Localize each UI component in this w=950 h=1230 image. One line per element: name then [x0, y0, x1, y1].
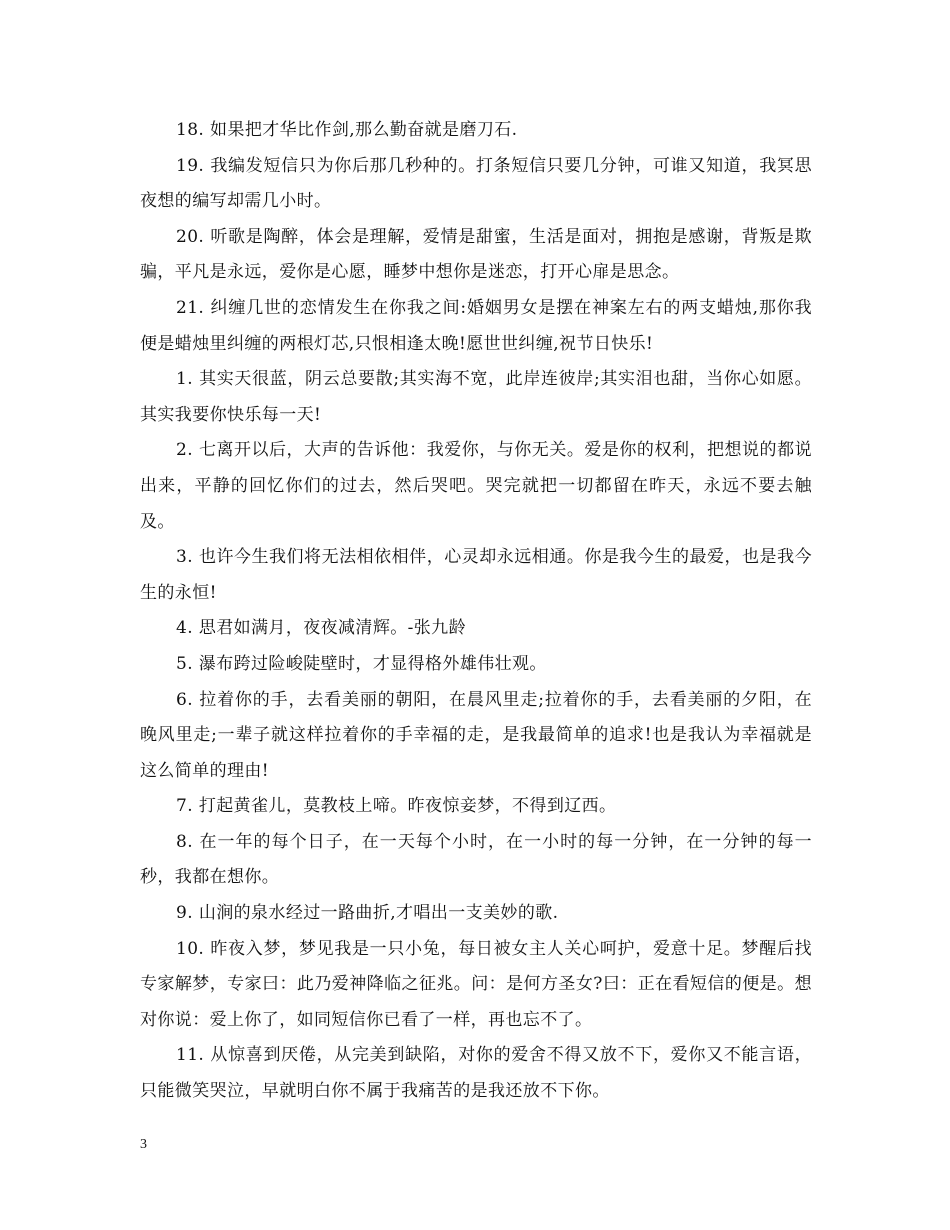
paragraph: 21. 纠缠几世的恋情发生在你我之间:婚姻男女是摆在神案左右的两支蜡烛,那你我便是蜡烛里纠缠的两根灯芯,只恨相逢太晚!愿世世纠缠,祝节日快乐! [140, 297, 812, 354]
paragraph: 2. 七离开以后，大声的告诉他：我爱你，与你无关。爱是你的权利，把想说的都说出来，平静的回忆你们的过去，然后哭吧。哭完就把一切都留在昨天，永远不要去触及。 [140, 440, 812, 532]
paragraph: 6. 拉着你的手，去看美丽的朝阳，在晨风里走;拉着你的手，去看美丽的夕阳，在晚风里走;一辈子就这样拉着你的手幸福的走，是我最简单的追求!也是我认为幸福就是这么简单的理由! [140, 689, 812, 781]
paragraph: 11. 从惊喜到厌倦，从完美到缺陷，对你的爱舍不得又放不下，爱你又不能言语，只能微笑哭泣，早就明白你不属于我痛苦的是我还放不下你。 [140, 1045, 812, 1102]
paragraph: 5. 瀑布跨过险峻陡壁时，才显得格外雄伟壮观。 [176, 653, 547, 674]
paragraph: 3. 也许今生我们将无法相依相伴，心灵却永远相通。你是我今生的最爱，也是我今生的永恒! [140, 547, 812, 603]
paragraph: 10. 昨夜入梦，梦见我是一只小兔，每日被女主人关心呵护，爱意十足。梦醒后找专家解梦，专家曰：此乃爱神降临之征兆。问：是何方圣女?曰：正在看短信的便是。想对你说：爱上你了，如同短信你已看了一样，再也忘不了。 [140, 938, 812, 1030]
paragraph: 4. 思君如满月，夜夜减清辉。-张九龄 [176, 618, 466, 639]
page-number: 3 [140, 1137, 147, 1152]
paragraph: 18. 如果把才华比作剑,那么勤奋就是磨刀石. [176, 120, 518, 140]
paragraph: 8. 在一年的每个日子，在一天每个小时，在一小时的每一分钟，在一分钟的每一秒，我都在想你。 [140, 831, 812, 888]
paragraph: 1. 其实天很蓝，阴云总要散;其实海不宽，此岸连彼岸;其实泪也甜，当你心如愿。其实我要你快乐每一天! [140, 369, 812, 425]
paragraph: 7. 打起黄雀儿，莫教枝上啼。昨夜惊妾梦，不得到辽西。 [176, 796, 617, 817]
paragraph: 20. 听歌是陶醉，体会是理解，爱情是甜蜜，生活是面对，拥抱是感谢，背叛是欺骗，平凡是永远，爱你是心愿，睡梦中想你是迷恋，打开心扉是思念。 [140, 226, 812, 283]
paragraph: 9. 山涧的泉水经过一路曲折,才唱出一支美妙的歌. [176, 903, 559, 924]
document-body [140, 113, 812, 1110]
paragraph: 19. 我编发短信只为你后那几秒种的。打条短信只要几分钟，可谁又知道，我冥思夜想的编写却需几小时。 [140, 155, 812, 212]
